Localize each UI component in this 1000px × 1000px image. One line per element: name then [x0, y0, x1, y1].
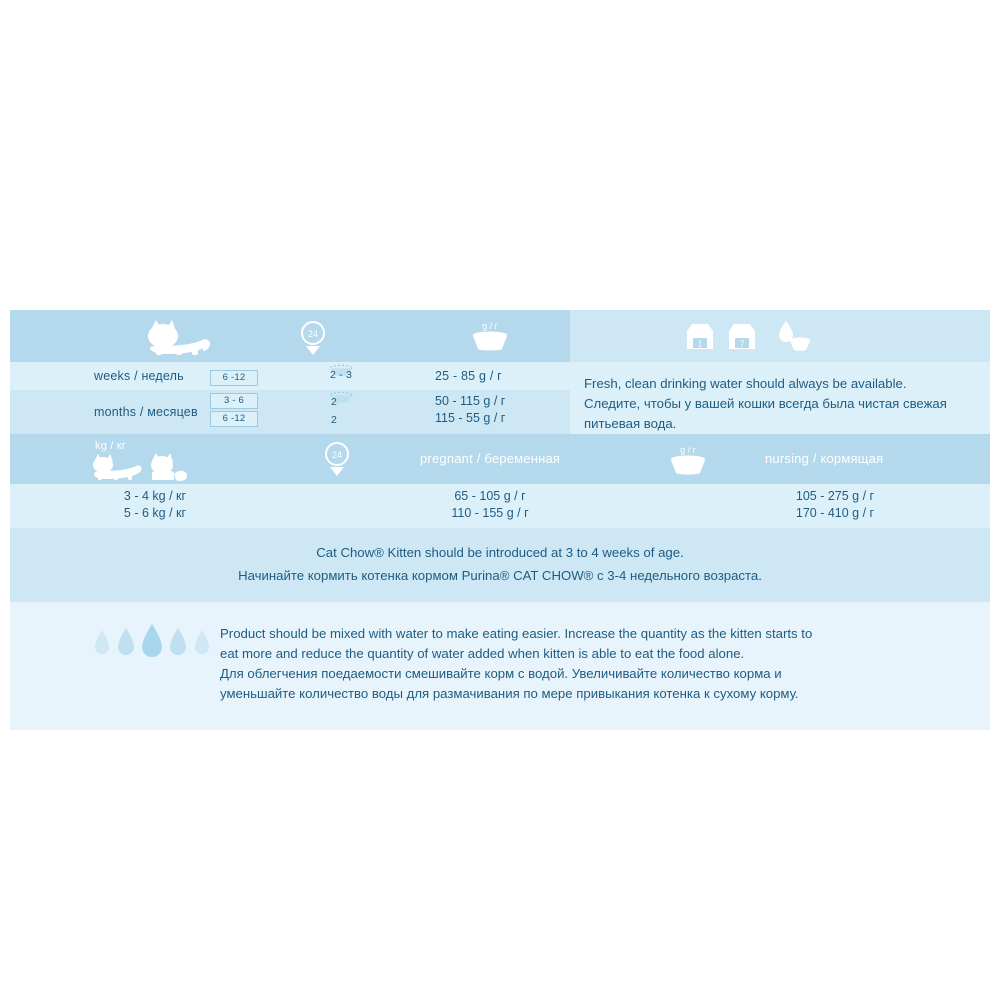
clock-24h-icon — [296, 320, 330, 356]
pregnant-value: 65 - 105 g / г — [454, 489, 526, 503]
header-right-panel — [570, 310, 990, 362]
water-note-panel — [570, 362, 990, 434]
adult-header-band — [10, 434, 990, 484]
amount-value: 115 - 55 g / г — [435, 411, 506, 425]
pregnant-label: pregnant / беременная — [420, 451, 561, 466]
adult-weights — [10, 484, 300, 528]
age-chips — [210, 367, 300, 386]
header-left-panel — [10, 310, 570, 362]
svg-text:g / г: g / г — [482, 321, 498, 331]
mixing-ru-1: Для облегчения поедаемости смешивайте корм с водой. Увеличивайте количество корма и — [220, 666, 782, 681]
svg-text:24: 24 — [331, 450, 343, 460]
mixing-text — [220, 624, 990, 704]
kitten-icon — [136, 318, 214, 356]
age-chip: 3 - 6 — [210, 393, 258, 409]
mixing-en-2: eat more and reduce the quantity of water added when kitten is able to eat the food alone. — [220, 646, 745, 661]
water-note-ru-1: Следите, чтобы у вашей кошки всегда была чистая свежая — [584, 396, 947, 411]
weight-value: 5 - 6 kg / кг — [123, 506, 187, 520]
row-label: months / месяцев — [94, 405, 198, 419]
nursing-value: 105 - 275 g / г — [795, 489, 875, 503]
bowl-grams-icon — [665, 442, 711, 478]
svg-text:1: 1 — [697, 339, 703, 349]
nursing-value: 170 - 410 g / г — [795, 506, 875, 520]
adult-weight-col — [10, 434, 300, 484]
svg-text:24: 24 — [307, 329, 319, 339]
pack-7-icon — [725, 319, 759, 353]
bowl-grams-icon — [467, 318, 513, 354]
weight-value: 3 - 4 kg / кг — [123, 489, 187, 503]
nursing-values — [680, 484, 990, 528]
water-note-en: Fresh, clean drinking water should always be available. — [584, 376, 907, 391]
feeding-guide-sheet — [10, 310, 990, 730]
header-icon-band — [10, 310, 990, 362]
clock-24h-icon — [320, 441, 354, 477]
intro-band — [10, 528, 990, 602]
water-drop-icon — [770, 319, 812, 353]
water-note-ru-2: питьевая вода. — [584, 416, 677, 431]
adult-cats-icon — [86, 452, 196, 482]
mixing-ru-2: уменьшайте количество воды для размачивания по мере привыкания котенка к сухому корму. — [220, 686, 799, 701]
water-drops-graphic — [10, 624, 220, 704]
mixing-en-1: Product should be mixed with water to make eating easier. Increase the quantity as the kitten starts to — [220, 626, 813, 641]
intro-en: Cat Chow® Kitten should be introduced at 3 to 4 weeks of age. — [316, 545, 684, 560]
amount-value: 50 - 115 g / г — [435, 394, 506, 408]
pack-1-icon — [683, 319, 717, 353]
meals-count: 2 - 3 — [330, 369, 353, 381]
meals-cell — [300, 365, 415, 387]
amount-cell: 25 - 85 g / г — [435, 369, 502, 383]
mixing-band — [10, 602, 990, 730]
kg-label: kg / кг — [95, 440, 127, 452]
amount-cell — [415, 390, 570, 434]
pregnant-values — [300, 484, 680, 528]
meals-count: 2 — [331, 414, 338, 426]
intro-ru: Начинайте кормить котенка кормом Purina® CAT CHOW® с 3-4 недельного возраста. — [238, 568, 762, 583]
adult-values-row — [10, 484, 990, 528]
pregnant-value: 110 - 155 g / г — [451, 506, 529, 520]
age-chips — [210, 390, 300, 434]
adult-right-col — [320, 434, 990, 484]
nursing-label: nursing / кормящая — [765, 451, 884, 466]
svg-text:g / г: g / г — [680, 445, 696, 455]
meals-cell — [300, 390, 415, 434]
meals-count: 2 — [331, 396, 338, 408]
svg-text:7: 7 — [739, 339, 745, 349]
row-label: weeks / недель — [94, 369, 184, 383]
age-chip: 6 -12 — [210, 370, 258, 386]
age-chip: 6 -12 — [210, 411, 258, 427]
